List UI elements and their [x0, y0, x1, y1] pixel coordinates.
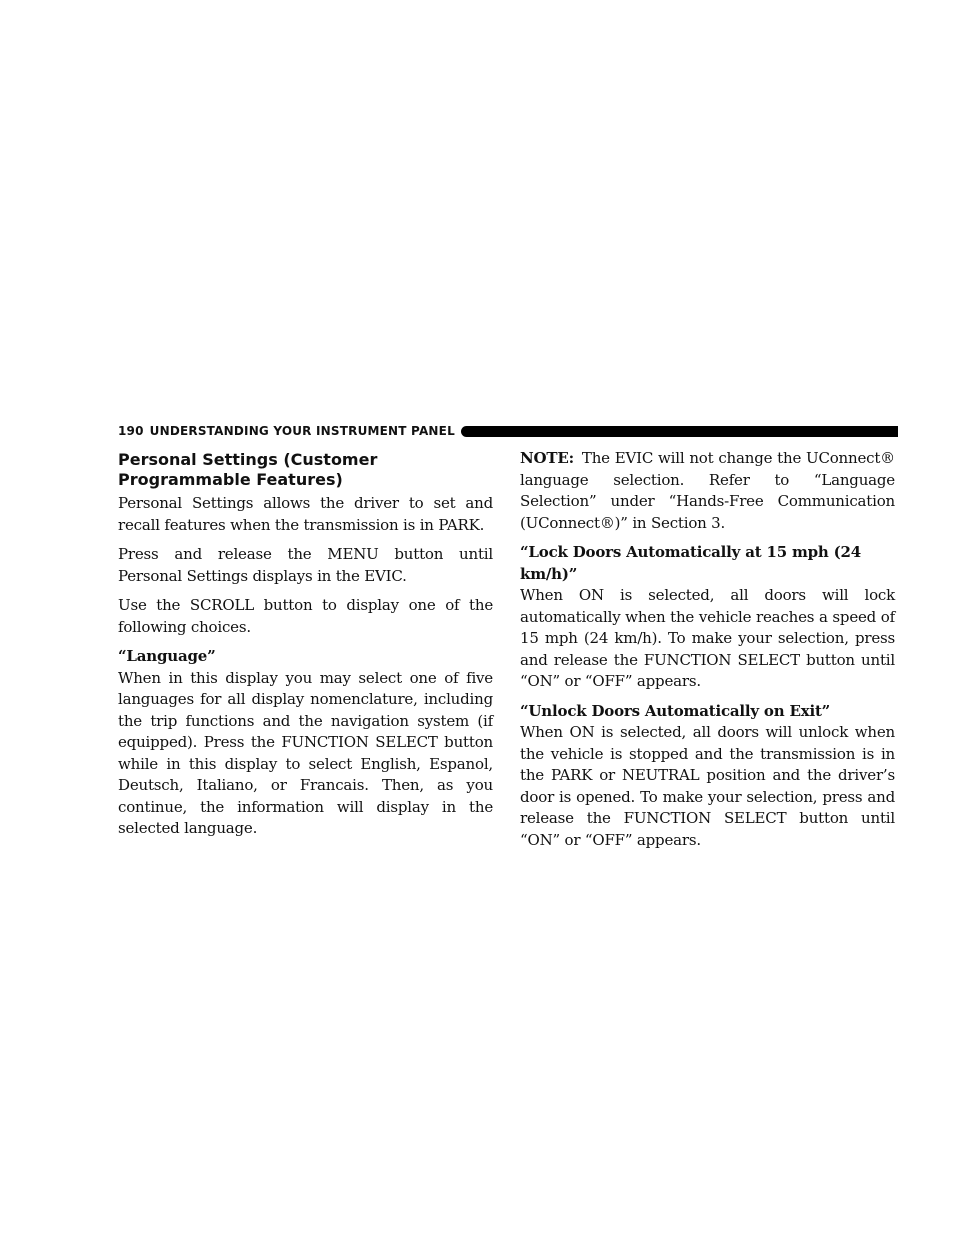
lock-heading: “Lock Doors Automatically at 15 mph (24 km/h)” — [520, 543, 862, 583]
note-paragraph — [520, 448, 895, 534]
scroll-paragraph: Use the SCROLL button to display one of the following choices. — [118, 596, 493, 636]
right-column — [520, 448, 895, 859]
section-heading: Personal Settings (Customer Programmable Features) — [118, 450, 378, 489]
page-number: 190 — [118, 424, 144, 438]
unlock-paragraph: When ON is selected, all doors will unlock when the vehicle is stopped and the transmission is in the PARK or NEUTRAL position and the driver’s door is opened. To make your selection, press and release the FUNCTION SELECT button until “ON” or “OFF” appears. — [520, 723, 895, 849]
note-text: The EVIC will not change the UConnect® language selection. Refer to “Language Selection” under “Hands-Free Communication (UConnect®)” in Section 3. — [520, 449, 895, 532]
language-heading: “Language” — [118, 647, 216, 665]
section-title: UNDERSTANDING YOUR INSTRUMENT PANEL — [149, 424, 455, 438]
lock-paragraph: When ON is selected, all doors will lock automatically when the vehicle reaches a speed of 15 mph (24 km/h). To make your selection, press and release the FUNCTION SELECT button until “ON” or “OFF” appears. — [520, 586, 895, 690]
unlock-heading: “Unlock Doors Automatically on Exit” — [520, 701, 831, 720]
intro-paragraph: Personal Settings allows the driver to set and recall features when the transmission is in PARK. — [118, 494, 493, 534]
menu-paragraph: Press and release the MENU button until Personal Settings displays in the EVIC. — [118, 545, 493, 585]
header-rule — [461, 426, 898, 437]
left-column — [118, 448, 493, 848]
page-header — [118, 421, 898, 441]
language-paragraph: When in this display you may select one of five languages for all display nomenclature, including the trip functions and the navigation system (if equipped). Press the FUNCTION SELECT button while in this display to select English, Espanol, Deutsch, Italiano, or Francais. Then, as you continue, the information will display in the selected language. — [118, 668, 493, 837]
note-label: NOTE: — [520, 449, 574, 467]
